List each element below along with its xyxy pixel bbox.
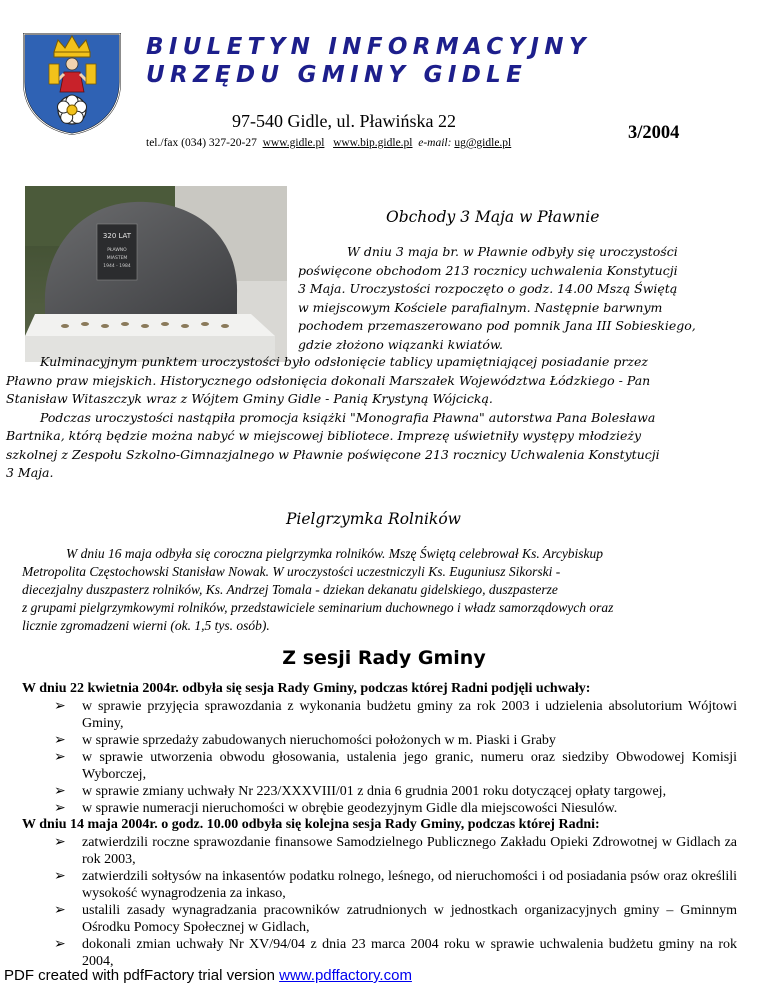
text-line: Podczas uroczystości nastąpiła promocja książki "Monografia Pławna" autorstwa Pana Bolesława — [40, 409, 656, 425]
text-line: licznie zgromadzeni wierni (ok. 1,5 tys. osób). — [22, 618, 270, 633]
footer-text: PDF created with pdfFactory trial version — [4, 967, 280, 984]
plaque-line-1: 320 LAT — [102, 232, 132, 240]
plaque-line-2: PŁAWNO — [107, 248, 127, 253]
list-item: ➢ w sprawie numeracji nieruchomości w obrębie geodezyjnym Gidle dla miejscowości Niesulów. — [54, 801, 618, 816]
plaque-line-4: 1944 - 1984 — [103, 264, 131, 269]
text-line: Metropolita Częstochowski Stanisław Nowak. W uroczystości uczestniczyli Ks. Euguniusz Sikorski - — [22, 564, 561, 579]
list-item: ➢ dokonali zmian uchwały Nr XV/94/04 z dnia 23 marca 2004 roku w sprawie uchwalenia budżetu gminy na rok 2004, — [54, 937, 737, 969]
meeting-1-heading: W dniu 22 kwietnia 2004r. odbyła się sesja Rady Gminy, podczas której Radni podjęli uchwały: — [22, 681, 591, 696]
article-1-body — [6, 353, 738, 483]
pdf-footer — [4, 967, 412, 984]
text-line: z grupami pielgrzymkowymi rolników, przedstawiciele seminarium duchownego i władz samorządowych oraz — [22, 600, 614, 615]
arrow-bullet-icon: ➢ — [54, 750, 66, 765]
arrow-bullet-icon: ➢ — [54, 733, 66, 748]
text-line: Stanisław Witaszczyk wraz z Wójtem Gminy Gidle - Panią Krystyną Wójcicką. — [6, 391, 493, 406]
coat-of-arms-icon — [20, 30, 124, 136]
arrow-bullet-icon: ➢ — [54, 903, 66, 918]
plaque-line-3: MIASTEM — [106, 256, 128, 261]
meeting-1-list — [54, 698, 737, 817]
text-line: gdzie złożono wiązanki kwiatów. — [298, 336, 504, 352]
text-line: diecezjalny duszpasterz rolników, Ks. Andrzej Tomala - dziekan dekanatu gidelskiego, duszpasterze — [22, 582, 558, 597]
article-1-intro — [298, 243, 738, 354]
monument-photo — [25, 186, 287, 362]
article-3-title: Z sesji Rady Gminy — [282, 647, 486, 669]
text-line: Bartnika, którą będzie można nabyć w miejscowej bibliotece. Imprezę uświetniły występy młodzieży — [6, 428, 642, 443]
article-2-title: Pielgrzymka Rolników — [286, 510, 461, 528]
text-line: poświęcone obchodom 213 rocznicy uchwalenia Konstytucji — [298, 262, 678, 278]
article-2-body — [22, 545, 738, 635]
contact-line — [146, 137, 511, 149]
arrow-bullet-icon: ➢ — [54, 869, 66, 884]
phone-fax: tel./fax (034) 327-20-27 — [146, 137, 257, 149]
email-link[interactable]: ug@gidle.pl — [454, 137, 512, 149]
office-address: 97-540 Gidle, ul. Pławińska 22 — [232, 111, 456, 131]
arrow-bullet-icon: ➢ — [54, 699, 66, 714]
issue-number: 3/2004 — [628, 123, 680, 143]
text-line: W dniu 3 maja br. w Pławnie odbyły się uroczystości — [347, 244, 678, 259]
bip-link[interactable]: www.bip.gidle.pl — [333, 137, 413, 149]
list-item: ➢ w sprawie sprzedaży zabudowanych nieruchomości położonych w m. Piaski i Graby — [54, 733, 556, 748]
meeting-2-heading: W dniu 14 maja 2004r. o godz. 10.00 odbyła się kolejna sesja Rady Gminy, podczas której Radni: — [22, 817, 600, 832]
arrow-bullet-icon: ➢ — [54, 801, 66, 816]
list-item: ➢ w sprawie utworzenia obwodu głosowania, ustalenia jego granic, numeru oraz siedziby Obwodowej Komisji Wyborczej, — [54, 750, 737, 782]
masthead-line-1: BIULETYN INFORMACYJNY — [146, 34, 591, 60]
list-item: ➢ zatwierdzili sołtysów na inkasentów podatku rolnego, leśnego, od nieruchomości i od posiadania psów oraz określili wysokość wynagrodzenia za inkaso, — [54, 869, 737, 901]
text-line: Pławno praw miejskich. Historycznego odsłonięcia dokonali Marszałek Województwa Łódzkiego - Pan — [6, 372, 651, 388]
text-line: pochodem przemaszerowano pod pomnik Jana III Sobieskiego, — [298, 318, 696, 333]
masthead-line-2: URZĘDU GMINY GIDLE — [146, 62, 528, 88]
arrow-bullet-icon: ➢ — [54, 835, 66, 850]
text-line: 3 Maja. — [6, 465, 54, 480]
text-line: Kulminacyjnym punktem uroczystości było odsłonięcie tablicy upamiętniającej posiadanie przez — [40, 354, 648, 369]
text-line: W dniu 16 maja odbyła się coroczna pielgrzymka rolników. Mszę Świętą celebrował Ks. Arcybiskup — [66, 546, 604, 561]
list-item: ➢ w sprawie przyjęcia sprawozdania z wykonania budżetu gminy za rok 2003 i udzielenia absolutorium Wójtowi Gminy, — [54, 699, 737, 731]
pdffactory-link[interactable]: www.pdffactory.com — [279, 967, 412, 984]
list-item: ➢ ustalili zasady wynagradzania pracowników zatrudnionych w jednostkach organizacyjnych gminy – Gminnym Ośrodku Pomocy Społecznej w Gidlach, — [54, 903, 737, 935]
website-link[interactable]: www.gidle.pl — [262, 137, 325, 149]
text-line: 3 Maja. Uroczystości rozpoczęto o godz. 14.00 Mszą Świętą — [298, 281, 678, 296]
text-line: szkolnej z Zespołu Szkolno-Gimnazjalnego w Pławnie poświęcone 213 rocznicy Uchwalenia Konstytucji — [6, 446, 660, 462]
article-1-title: Obchody 3 Maja w Pławnie — [386, 208, 600, 226]
arrow-bullet-icon: ➢ — [54, 784, 66, 799]
list-item: ➢ zatwierdzili roczne sprawozdanie finansowe Samodzielnego Publicznego Zakładu Opieki Zdrowotnej w Gidlach za rok 2003, — [54, 835, 737, 867]
arrow-bullet-icon: ➢ — [54, 937, 66, 952]
text-line: w miejscowym Kościele parafialnym. Następnie barwnym — [298, 299, 663, 315]
email-label: e-mail: — [418, 137, 452, 149]
meeting-2-list — [54, 834, 737, 970]
list-item: ➢ w sprawie zmiany uchwały Nr 223/XXXVIII/01 z dnia 6 grudnia 2001 roku dotyczącej opłaty targowej, — [54, 784, 667, 799]
